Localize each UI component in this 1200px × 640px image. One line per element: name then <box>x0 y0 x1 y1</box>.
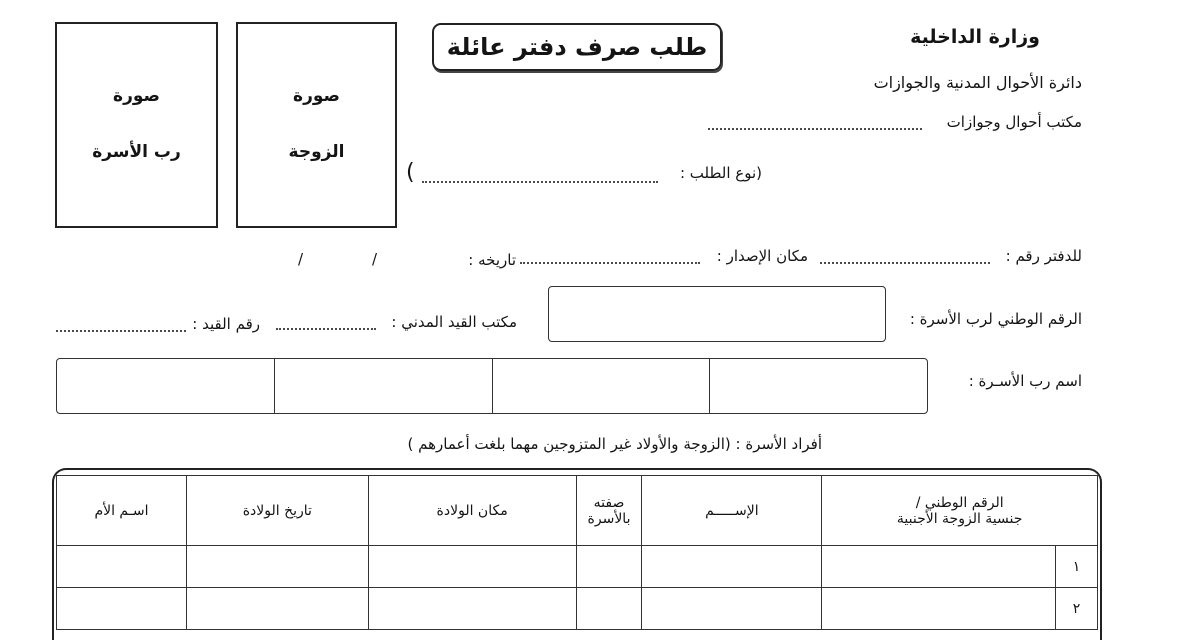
cell-name[interactable] <box>642 588 822 630</box>
cell-national-id[interactable] <box>822 588 1056 630</box>
cell-birth-place[interactable] <box>368 546 576 588</box>
col-national-id-line1: الرقم الوطني / <box>915 494 1004 511</box>
record-number-label: رقم القيد : <box>192 315 260 333</box>
record-number-field[interactable] <box>56 330 186 332</box>
head-photo-box[interactable] <box>55 22 218 228</box>
office-label: مكتب أحوال وجوازات <box>946 113 1082 131</box>
book-number-label: للدفتر رقم : <box>1005 247 1082 265</box>
cell-national-id[interactable] <box>822 546 1056 588</box>
col-birth-date: تاريخ الولادة <box>186 476 368 546</box>
cell-birth-date[interactable] <box>186 546 368 588</box>
col-national-id-line2: جنسية الزوجة الأجنبية <box>896 510 1023 527</box>
wife-photo-label-2: الزوجة <box>288 142 345 162</box>
national-id-input[interactable] <box>548 286 886 342</box>
head-name-part-1[interactable] <box>709 359 927 413</box>
civil-office-label: مكتب القيد المدني : <box>391 313 517 331</box>
request-type-label: (نوع الطلب : <box>679 164 762 182</box>
cell-relation[interactable] <box>576 588 642 630</box>
department-name: دائرة الأحوال المدنية والجوازات <box>873 73 1082 92</box>
form-title: طلب صرف دفتر عائلة <box>432 23 722 71</box>
head-name-part-3[interactable] <box>274 359 492 413</box>
date-separator-1: / <box>372 250 378 268</box>
head-name-grid <box>56 358 928 414</box>
wife-photo-label-1: صورة <box>293 86 340 106</box>
issue-place-label: مكان الإصدار : <box>716 247 808 265</box>
members-table <box>56 475 1098 630</box>
head-name-label: اسم رب الأسـرة : <box>968 372 1082 390</box>
cell-birth-date[interactable] <box>186 588 368 630</box>
table-row <box>57 588 1098 630</box>
national-id-label: الرقم الوطني لرب الأسرة : <box>909 310 1082 328</box>
date-separator-2: / <box>298 250 304 268</box>
ministry-name: وزارة الداخلية <box>910 26 1040 48</box>
table-row <box>57 546 1098 588</box>
wife-photo-box[interactable] <box>236 22 397 228</box>
family-members-label: أفراد الأسرة : (الزوجة والأولاد غير المتزوجين مهما بلغت أعمارهم ) <box>407 435 822 453</box>
row-number: ٢ <box>1056 588 1098 630</box>
request-type-field[interactable] <box>422 181 658 183</box>
cell-name[interactable] <box>642 546 822 588</box>
book-number-field[interactable] <box>820 262 990 264</box>
cell-mother-name[interactable] <box>57 546 187 588</box>
head-photo-label-2: رب الأسرة <box>92 142 181 162</box>
request-type-close-paren: ) <box>406 160 415 185</box>
col-relation-line2: بالأسرة <box>587 510 631 527</box>
head-photo-label-1: صورة <box>113 86 160 106</box>
date-label: تاريخه : <box>468 251 516 269</box>
col-birth-place: مكان الولادة <box>368 476 576 546</box>
col-relation <box>576 476 642 546</box>
cell-mother-name[interactable] <box>57 588 187 630</box>
cell-relation[interactable] <box>576 546 642 588</box>
row-number: ١ <box>1056 546 1098 588</box>
col-name: الإســـــم <box>642 476 822 546</box>
issue-place-field[interactable] <box>520 262 700 264</box>
table-header-row <box>57 476 1098 546</box>
col-mother-name: اسـم الأم <box>57 476 187 546</box>
col-national-id <box>822 476 1098 546</box>
civil-office-field[interactable] <box>276 328 376 330</box>
col-relation-line1: صفته <box>593 494 625 511</box>
head-name-part-4[interactable] <box>57 359 274 413</box>
head-name-part-2[interactable] <box>492 359 710 413</box>
cell-birth-place[interactable] <box>368 588 576 630</box>
office-field[interactable] <box>708 128 922 130</box>
